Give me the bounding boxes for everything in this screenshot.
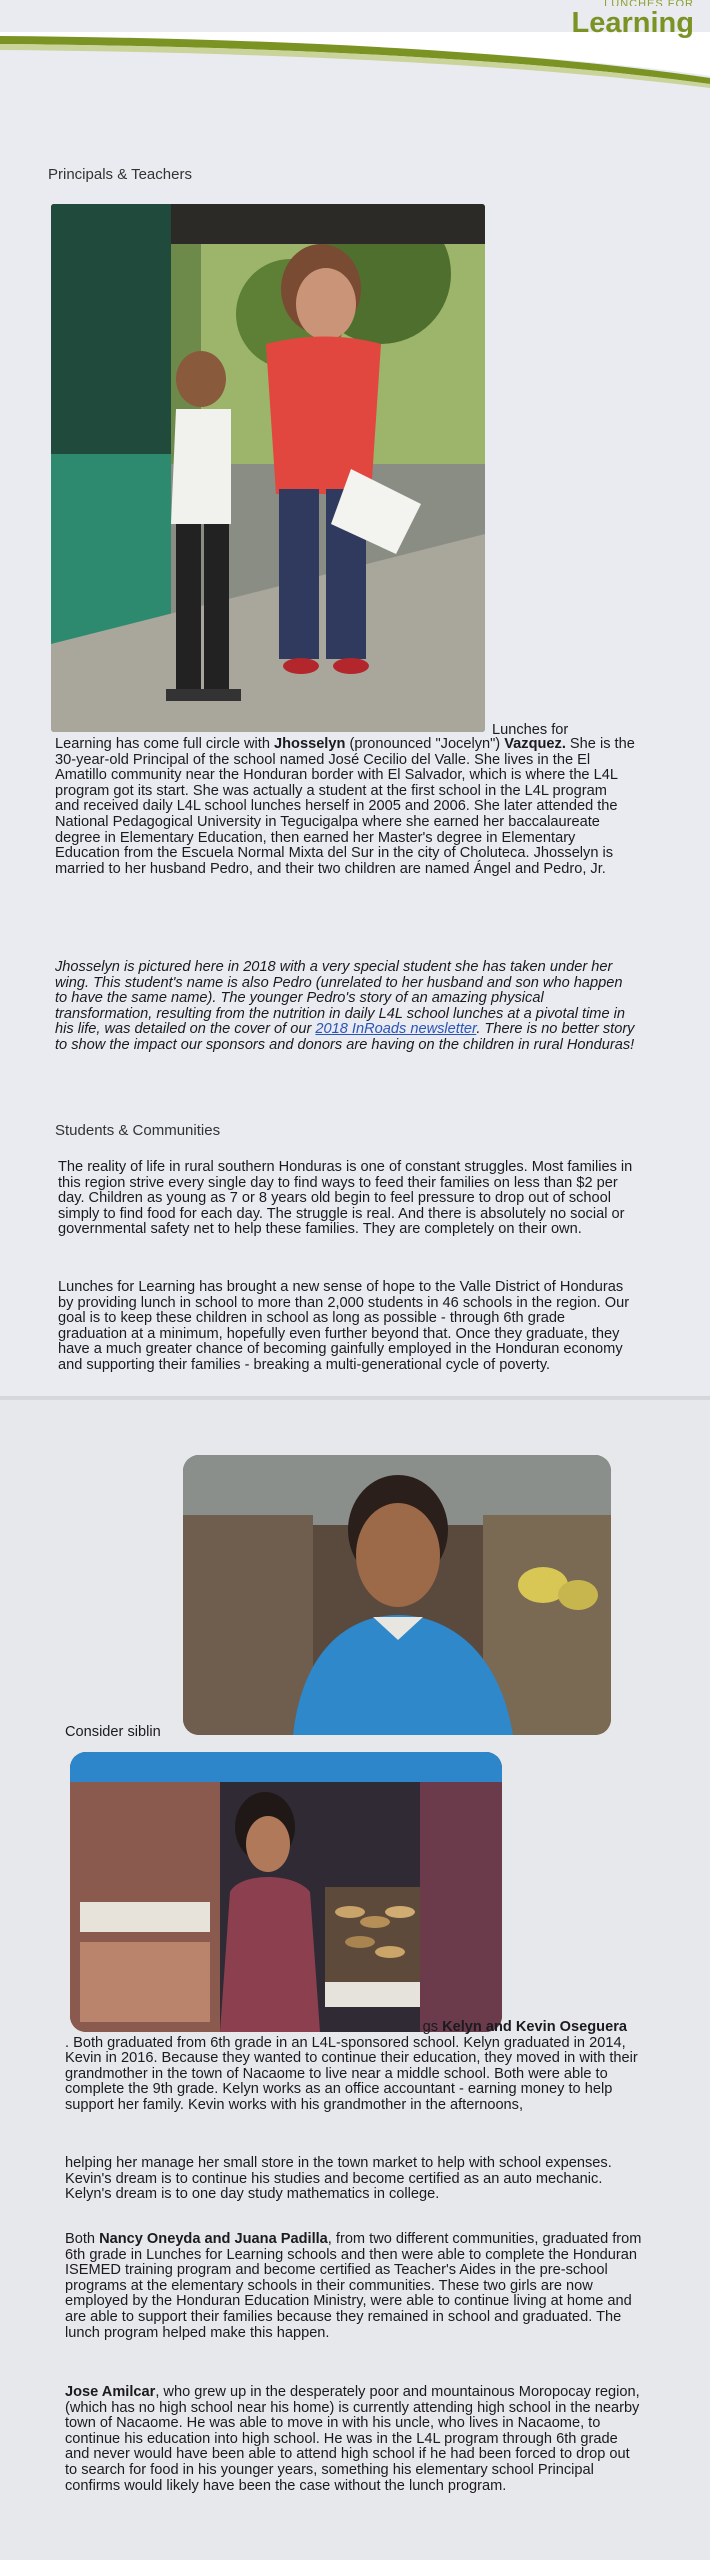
teachers-aides-paragraph [65,2232,645,2341]
brand-top-text: LUNCHES FOR [604,0,694,6]
principal-bio-paragraph [55,737,635,877]
kevin-photo [183,1455,611,1735]
kelyn-photo [70,1752,502,2032]
jose-amilcar-paragraph [65,2385,645,2494]
principal-bio-a: Learning has come full circle with [55,736,275,752]
kelyn-kevin-names: Kelyn and Kevin Oseguera [442,2019,627,2035]
siblings-text-1: . Both graduated from 6th grade in an L4L-sponsored school. Kelyn graduated in 2014, Kevin in 2016. Because they wanted to continue their education, they moved in with their grandmother in the town of Nacaome to live near a middle school. Both were able to complete the 9th grade. Kelyn works as an office accountant - earning money to help support her family. Kevin works with his grandmother in the afternoons, [65,2034,638,2113]
students-paragraph-1: The reality of life in rural southern Honduras is one of constant struggles. Most families in this region strive every single day to find ways to feed their families on less than $2 per day. Children as young as 7 or 8 years old begin to feel pressure to drop out of school simply to find food for each day. The struggle is real. And there is absolutely no social or governmental safety net to help these families. They are completely on their own. [58,1159,633,1238]
header-swoosh [0,32,710,92]
siblings-lead-text: Consider siblin [65,1724,161,1740]
newsletter-page-bottom [0,1400,710,2560]
brand-name: Learning [571,7,694,39]
principal-bio-c: She is the 30-year-old Principal of the school named José Cecilio del Valle. She lives in the El Amatillo community near the Honduran border with El Salvador, which is where the L4L program got its start. She was actually a student at the first school in the L4L program and received daily L4L school lunches herself in 2005 and 2006. She later attended the National Pedagogical University in Tegucigalpa where she earned her baccalaureate degree in Elementary Education, then earned her Master's degree in Elementary Education from the Escuela Normal Mixta del Sur in the city of Choluteca. Jhosselyn is married to her husband Pedro, and their two children are named Ángel and Pedro, Jr. [55,736,635,877]
pedro-story-b: . There is no better story to show the impact our sponsors and donors are having on the children in rural Honduras! [55,1021,635,1053]
siblings-lead-continuation: gs [422,2019,443,2035]
inroads-newsletter-link[interactable]: 2018 InRoads newsletter [315,1021,477,1038]
principal-last-name: Vazquez. [504,736,566,752]
siblings-paragraph-2: helping her manage her small store in the town market to help with school expenses. Kevin's dream is to continue his studies and become certified as an auto mechanic. Kelyn's dream is to one day study mathematics in college. [65,2155,612,2203]
photo-caption-lead: Lunches for [492,722,569,738]
students-paragraph-2: Lunches for Learning has brought a new sense of hope to the Valle District of Honduras by providing lunch in school to more than 2,000 students in 46 schools in the region. Our goal is to keep these children in school as long as possible - through 6th grade graduation at a minimum, hopefully even further beyond that. Once they graduate, they have a much greater chance of becoming gainfully employed in the Honduran economy and supporting their families - breaking a multi-generational cycle of poverty. [58,1279,630,1373]
pedro-story-paragraph [55,960,635,1054]
principal-student-photo [51,204,485,732]
jose-amilcar-name: Jose Amilcar [65,2384,156,2400]
principals-heading: Principals & Teachers [48,166,192,183]
siblings-paragraph-1 [65,2020,645,2114]
jose-amilcar-text: , who grew up in the desperately poor and mountainous Moropocay region, (which has no high school near his home) is currently attending high school in the nearby town of Nacaome. He was able to move in with his uncle, who lives in Nacaome, to continue his education into high school. He was in the L4L program through 6th grade and never would have been able to attend high school if he had been forced to drop out to search for food in his younger years, something his elementary school Principal confirms would likely have been the case without the lunch program. [65,2384,640,2494]
principal-first-name: Jhosselyn [274,736,346,752]
pedro-story-a: Jhosselyn is pictured here in 2018 with a very special student she has taken under her wing. This student's name is also Pedro (unrelated to her husband and son who happen to have the same name). The younger Pedro's story of an amazing physical transformation, resulting from the nutrition in daily L4L school lunches at a pivotal time in his life, was detailed on the cover of our [55,959,625,1038]
teachers-aides-a: Both [65,2231,100,2247]
brand-logo [572,0,694,40]
teachers-aides-b: , from two different communities, graduated from 6th grade in Lunches for Learning schools and then were able to complete the Honduran ISEMED training program and become certified as Teacher's Aides in the pre-school programs at the elementary schools in their communities. These two girls are now employed by the Honduran Education Ministry, were able to continue living at home and are able to support their families because they remained in school and graduated. The lunch program helped make this happen. [65,2231,642,2341]
nancy-juana-names: Nancy Oneyda and Juana Padilla [99,2231,328,2247]
principal-bio-b: (pronounced "Jocelyn") [345,736,505,752]
students-heading: Students & Communities [55,1122,221,1139]
